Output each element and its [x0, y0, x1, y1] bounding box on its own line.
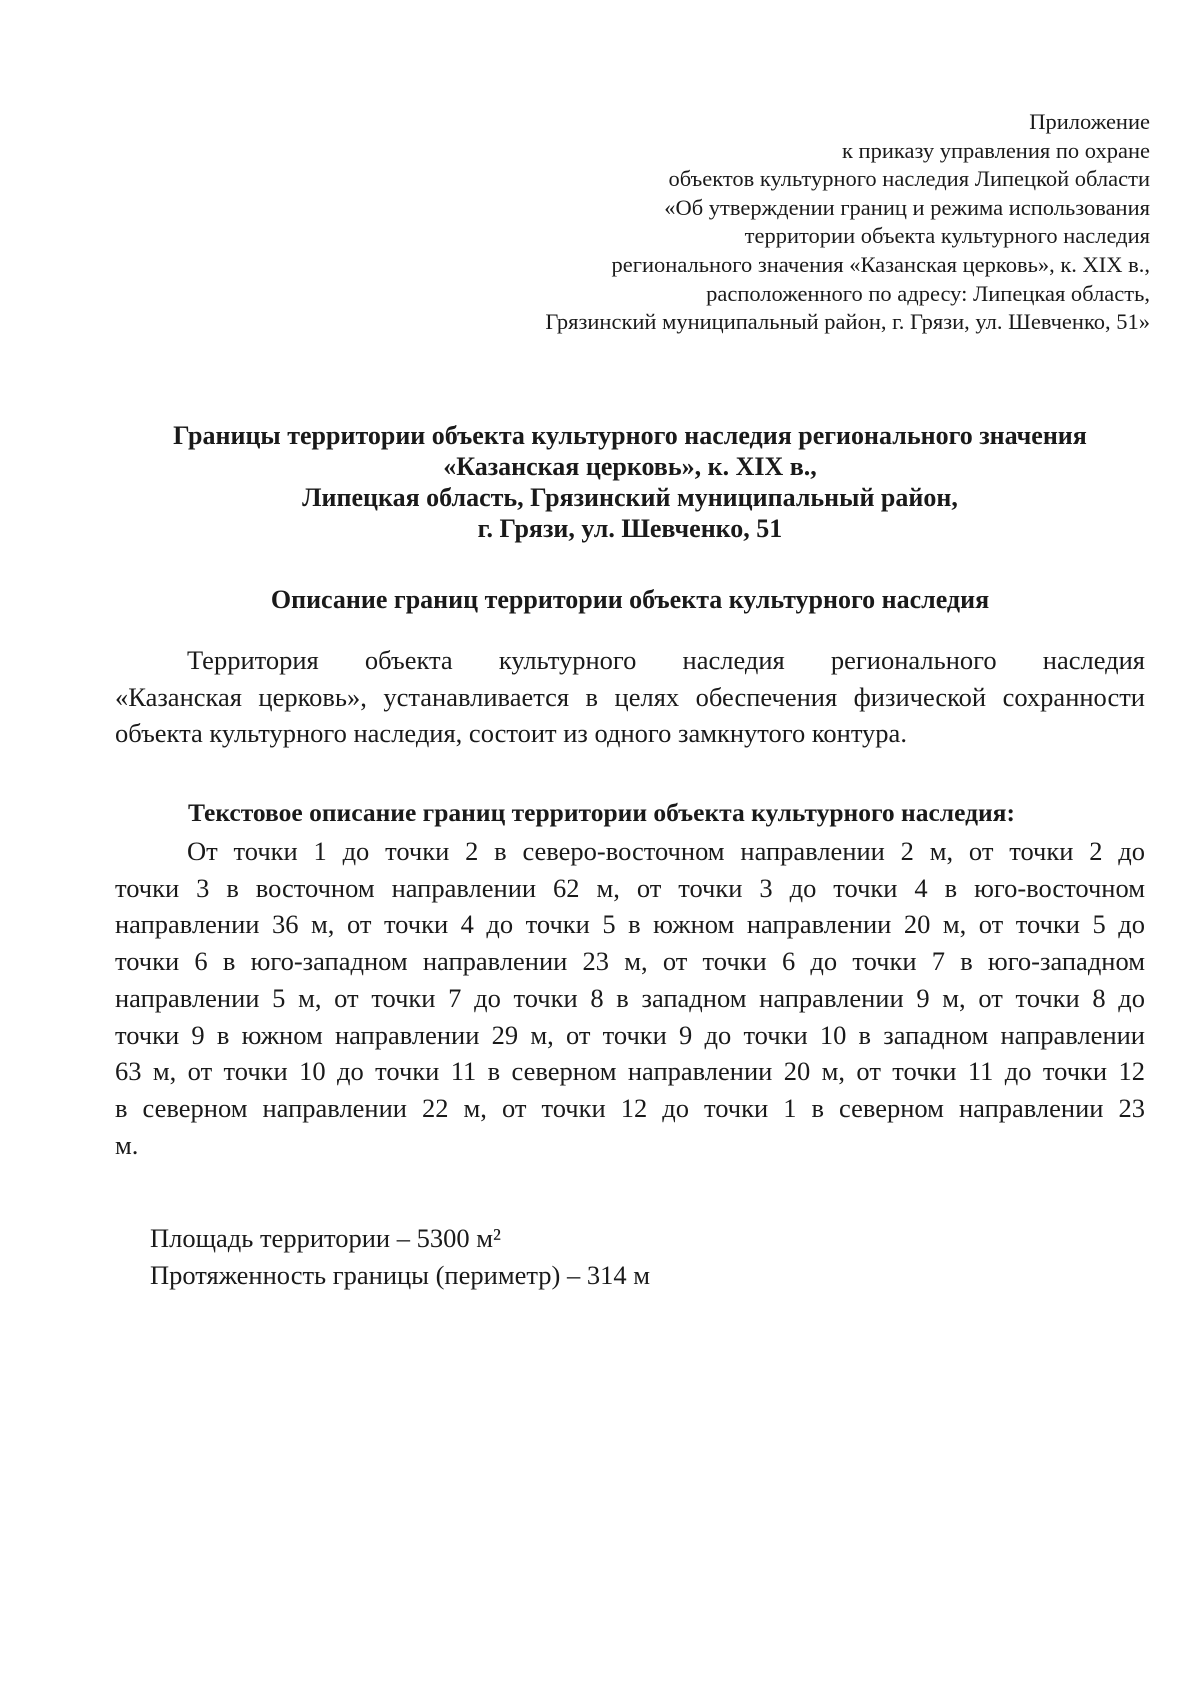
paragraph-line: направлении 5 м, от точки 7 до точки 8 в западном направлении 9 м, от точки 8 до	[115, 982, 1145, 1013]
appendix-line: территории объекта культурного наследия	[744, 223, 1150, 249]
area-value: Площадь территории – 5300 м²	[150, 1223, 501, 1253]
document-subtitle: Описание границ территории объекта культурного наследия	[270, 585, 990, 614]
title-line: Липецкая область, Грязинский муниципальный район,	[302, 483, 958, 512]
title-line: Границы территории объекта культурного наследия регионального значения	[173, 421, 1087, 450]
title-line: г. Грязи, ул. Шевченко, 51	[477, 514, 783, 543]
document-title	[60, 420, 1200, 544]
paragraph-line: точки 3 в восточном направлении 62 м, от точки 3 до точки 4 в юго-восточном	[115, 872, 1145, 903]
appendix-line: Приложение	[1029, 109, 1150, 134]
appendix-line: регионального значения «Казанская церковь», к. XIX в.,	[611, 251, 1150, 277]
appendix-line: «Об утверждении границ и режима использования	[664, 194, 1150, 220]
section-heading: Текстовое описание границ территории объекта культурного наследия:	[188, 798, 1015, 827]
appendix-line: к приказу управления по охране	[841, 137, 1150, 163]
paragraph-line: точки 9 в южном направлении 29 м, от точки 9 до точки 10 в западном направлении	[115, 1019, 1145, 1050]
paragraph-line: объекта культурного наследия, состоит из одного замкнутого контура.	[115, 718, 907, 748]
appendix-line: Грязинский муниципальный район, г. Грязи, ул. Шевченко, 51»	[545, 309, 1150, 335]
appendix-line: расположенного по адресу: Липецкая область,	[706, 280, 1150, 306]
title-line: «Казанская церковь», к. XIX в.,	[443, 452, 817, 481]
paragraph-line: направлении 36 м, от точки 4 до точки 5 в южном направлении 20 м, от точки 5 до	[115, 909, 1145, 940]
appendix-header	[250, 108, 1150, 337]
territory-stats	[150, 1220, 1050, 1294]
appendix-line: объектов культурного наследия Липецкой области	[668, 166, 1150, 192]
paragraph-line: От точки 1 до точки 2 в северо-восточном направлении 2 м, от точки 2 до	[187, 836, 1145, 866]
boundary-description	[115, 833, 1145, 1163]
paragraph-line: в северном направлении 22 м, от точки 12 до точки 1 в северном направлении 23	[115, 1092, 1145, 1123]
perimeter-value: Протяженность границы (периметр) – 314 м	[150, 1260, 650, 1290]
paragraph-line: 63 м, от точки 10 до точки 11 в северном направлении 20 м, от точки 11 до точки 12	[115, 1056, 1145, 1087]
paragraph-line: «Казанская церковь», устанавливается в целях обеспечения физической сохранности	[115, 681, 1145, 712]
paragraph-line: точки 6 в юго-западном направлении 23 м, от точки 6 до точки 7 в юго-западном	[115, 946, 1145, 977]
paragraph-line: м.	[115, 1129, 139, 1160]
intro-paragraph	[115, 642, 1145, 752]
paragraph-line: Территория объекта культурного наследия регионального наследия	[187, 645, 1145, 675]
